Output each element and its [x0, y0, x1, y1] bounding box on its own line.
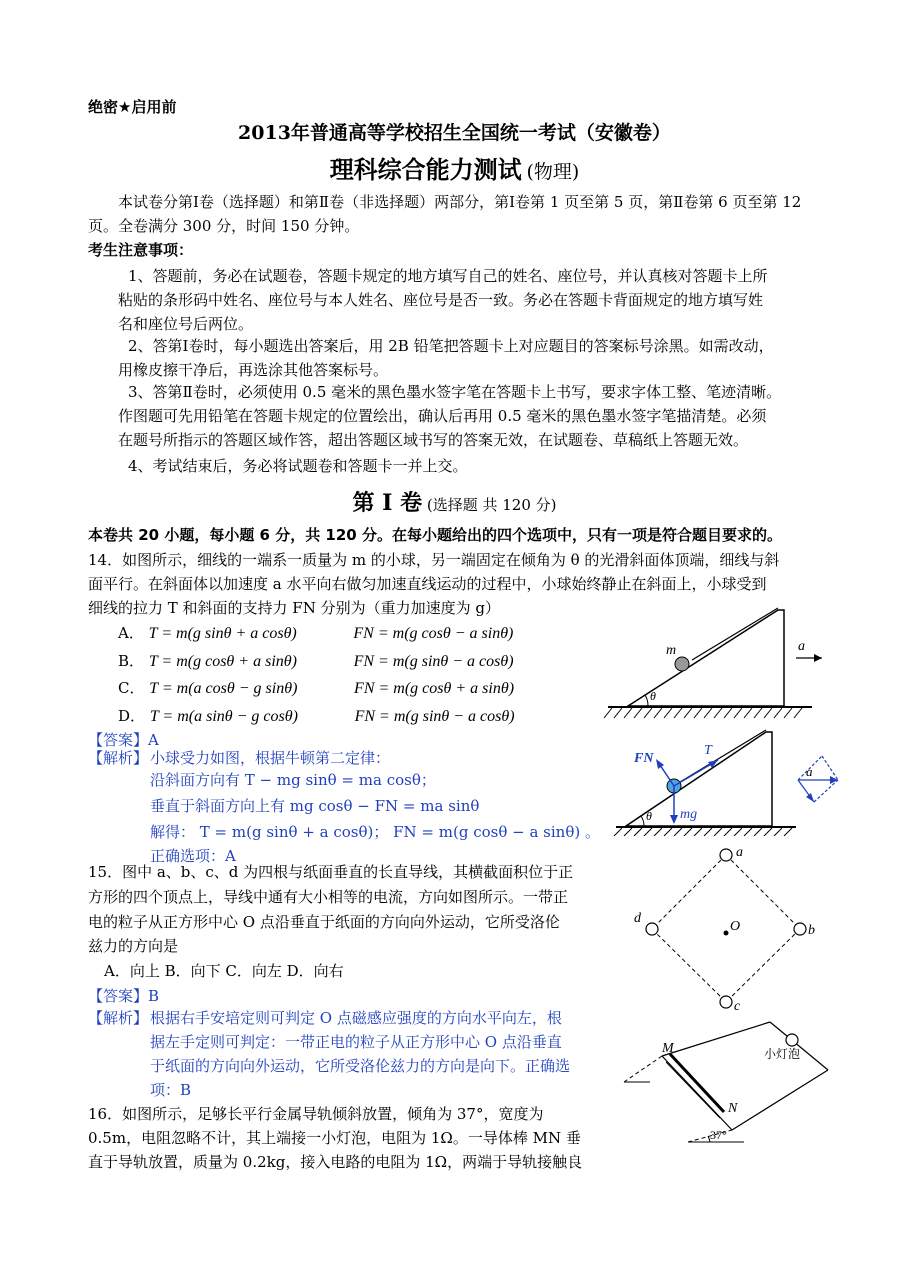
notice-line: 在题号所指示的答题区域作答，超出答题区域书写的答案无效，在试题卷、草稿纸上答题无效。: [118, 431, 749, 449]
notice-line: 作图题可先用铅笔在答题卡规定的位置绘出，确认后再用 0.5 毫米的黑色墨水签字笔描清楚。必须: [118, 407, 767, 425]
q14-analysis: 垂直于斜面方向上有 mg cosθ − FN = ma sinθ: [150, 797, 480, 815]
q14-analysis: 沿斜面方向有 T − mg sinθ = ma cosθ；: [150, 771, 436, 789]
fig2-mg-label: mg: [680, 807, 698, 822]
notice-line: 用橡皮擦干净后，再选涂其他答案标号。: [118, 361, 389, 379]
section-header: [0, 486, 909, 517]
q14-option-b: [118, 650, 514, 671]
q14-analysis: 小球受力如图，根据牛顿第二定律：: [150, 749, 391, 767]
q14-stem: 14．如图所示，细线的一端系一质量为 m 的小球，另一端固定在倾角为 θ 的光滑斜面体顶端，细线与斜: [88, 551, 780, 569]
q15-analysis: 据左手定则可判定：一带正电的粒子从正方形中心 O 点沿垂直: [150, 1033, 562, 1051]
option-t: T = m(a cosθ − g sinθ): [149, 680, 298, 697]
q16-stem: 直于导轨放置，质量为 0.2kg，接入电路的电阻为 1Ω，两端于导轨接触良: [88, 1153, 583, 1171]
q15-analysis: 项：B: [150, 1081, 192, 1099]
subtitle-main: 理科综合能力测试: [329, 155, 522, 184]
option-f: FN = m(g sinθ − a cosθ): [354, 708, 515, 725]
option-label: A．: [118, 624, 144, 642]
fig2-theta-label: θ: [646, 809, 652, 823]
fig1-a-label: a: [798, 639, 805, 654]
q15-analysis-label: 【解析】: [88, 1009, 149, 1027]
option-f: FN = m(g cosθ − a sinθ): [353, 625, 514, 642]
fig4-angle-label: 37°: [710, 1128, 727, 1142]
option-t: T = m(a sinθ − g cosθ): [149, 708, 298, 725]
notice-line: 2、答第Ⅰ卷时，每小题选出答案后，用 2B 铅笔把答题卡上对应题目的答案标号涂黑。如需改动，: [128, 337, 774, 355]
option-label: D．: [118, 707, 146, 725]
fig2-a-label: a: [806, 764, 813, 779]
exam-title: 2013年普通高等学校招生全国统一考试（安徽卷）: [238, 122, 671, 144]
notice-line: 粘贴的条形码中姓名、座位号与本人姓名、座位号是否一致。务必在答题卡背面规定的地方填写姓: [118, 291, 764, 309]
q15-analysis: 根据右手安培定则可判定 O 点磁感应强度的方向水平向左，根: [150, 1009, 562, 1027]
q14-option-d: [118, 705, 515, 726]
q14-analysis: 正确选项：A: [150, 847, 236, 865]
fig2-fn-label: FN: [634, 751, 654, 766]
intro-line: 页。全卷满分 300 分，时间 150 分钟。: [88, 217, 360, 235]
fig4-m-label: M: [662, 1041, 674, 1056]
fig1-theta-label: θ: [650, 689, 656, 703]
q14-stem: 面平行。在斜面体以加速度 a 水平向右做匀加速直线运动的过程中，小球始终静止在斜面上，小球受到: [88, 575, 767, 593]
fig3-d-label: d: [634, 911, 641, 926]
fig3-c-label: c: [734, 999, 741, 1014]
notice-line: 名和座位号后两位。: [118, 315, 254, 333]
option-label: C．: [118, 679, 145, 697]
q14-stem: 细线的拉力 T 和斜面的支持力 FN 分别为（重力加速度为 g）: [88, 599, 500, 617]
q14-answer: 【答案】A: [88, 731, 159, 749]
intro-line: 本试卷分第Ⅰ卷（选择题）和第Ⅱ卷（非选择题）两部分，第Ⅰ卷第 1 页至第 5 页，第Ⅱ卷第 6 页至第 12: [118, 193, 802, 211]
section-title: 第 Ⅰ 卷: [352, 490, 423, 516]
notice-line: 1、答题前，务必在试题卷，答题卡规定的地方填写自己的姓名、座位号，并认真核对答题卡上所: [128, 267, 768, 285]
q14-option-a: [118, 622, 513, 643]
fig4-n-label: N: [728, 1101, 738, 1116]
section-desc: 本卷共 20 小题，每小题 6 分，共 120 分。在每小题给出的四个选项中，只有一项是符合题目要求的。: [88, 526, 782, 544]
section-note: (选择题 共 120 分): [426, 496, 557, 514]
q15-stem: 电的粒子从正方形中心 O 点沿垂直于纸面的方向向外运动，它所受洛伦: [88, 913, 560, 931]
q15-analysis: 于纸面的方向向外运动，它所受洛伦兹力的方向是向下。正确选: [150, 1057, 571, 1075]
notice-heading: 考生注意事项：: [88, 241, 194, 259]
fig3-b-label: b: [808, 923, 815, 938]
option-t: T = m(g sinθ + a cosθ): [148, 625, 297, 642]
option-f: FN = m(g cosθ + a sinθ): [354, 680, 515, 697]
option-label: B．: [118, 652, 145, 670]
secret-label: 绝密★启用前: [88, 98, 177, 116]
fig3-o-label: O: [730, 919, 741, 934]
fig2-t-label: T: [704, 743, 712, 758]
q16-rails-figure: [620, 1018, 834, 1148]
q15-wires-figure: [628, 842, 828, 1014]
exam-subtitle: [0, 150, 909, 185]
q15-options: A．向上 B．向下 C．向左 D．向右: [104, 962, 344, 980]
q14-analysis-label: 【解析】: [88, 749, 149, 767]
fig4-bulb-label: 小灯泡: [764, 1047, 801, 1061]
q15-stem: 方形的四个顶点上，导线中通有大小相等的电流，方向如图所示。一带正: [88, 888, 569, 906]
q14-incline-figure: [600, 604, 830, 720]
q16-stem: 16．如图所示，足够长平行金属导轨倾斜放置，倾角为 37°，宽度为: [88, 1105, 544, 1123]
q16-stem: 0.5m，电阻忽略不计，其上端接一小灯泡，电阻为 1Ω。一导体棒 MN 垂: [88, 1129, 581, 1147]
notice-line: 3、答第Ⅱ卷时，必须使用 0.5 毫米的黑色墨水签字笔在答题卡上书写，要求字体工整、笔迹清晰。: [128, 383, 782, 401]
q15-answer: 【答案】B: [88, 987, 160, 1005]
fig1-m-label: m: [666, 643, 677, 658]
q15-stem: 15．图中 a、b、c、d 为四根与纸面垂直的长直导线，其横截面积位于正: [88, 863, 574, 881]
q14-option-c: [118, 677, 514, 698]
subtitle-paren: (物理): [526, 161, 580, 183]
option-t: T = m(g cosθ + a sinθ): [148, 653, 297, 670]
notice-line: 4、考试结束后，务必将试题卷和答题卡一并上交。: [128, 457, 468, 475]
q14-force-figure: [608, 726, 868, 836]
fig3-a-label: a: [736, 845, 743, 860]
option-f: FN = m(g sinθ − a cosθ): [353, 653, 514, 670]
q14-analysis: 解得： T = m(g sinθ + a cosθ)； FN = m(g cosθ − a sinθ) 。: [150, 823, 600, 841]
q15-stem: 兹力的方向是: [88, 937, 179, 955]
